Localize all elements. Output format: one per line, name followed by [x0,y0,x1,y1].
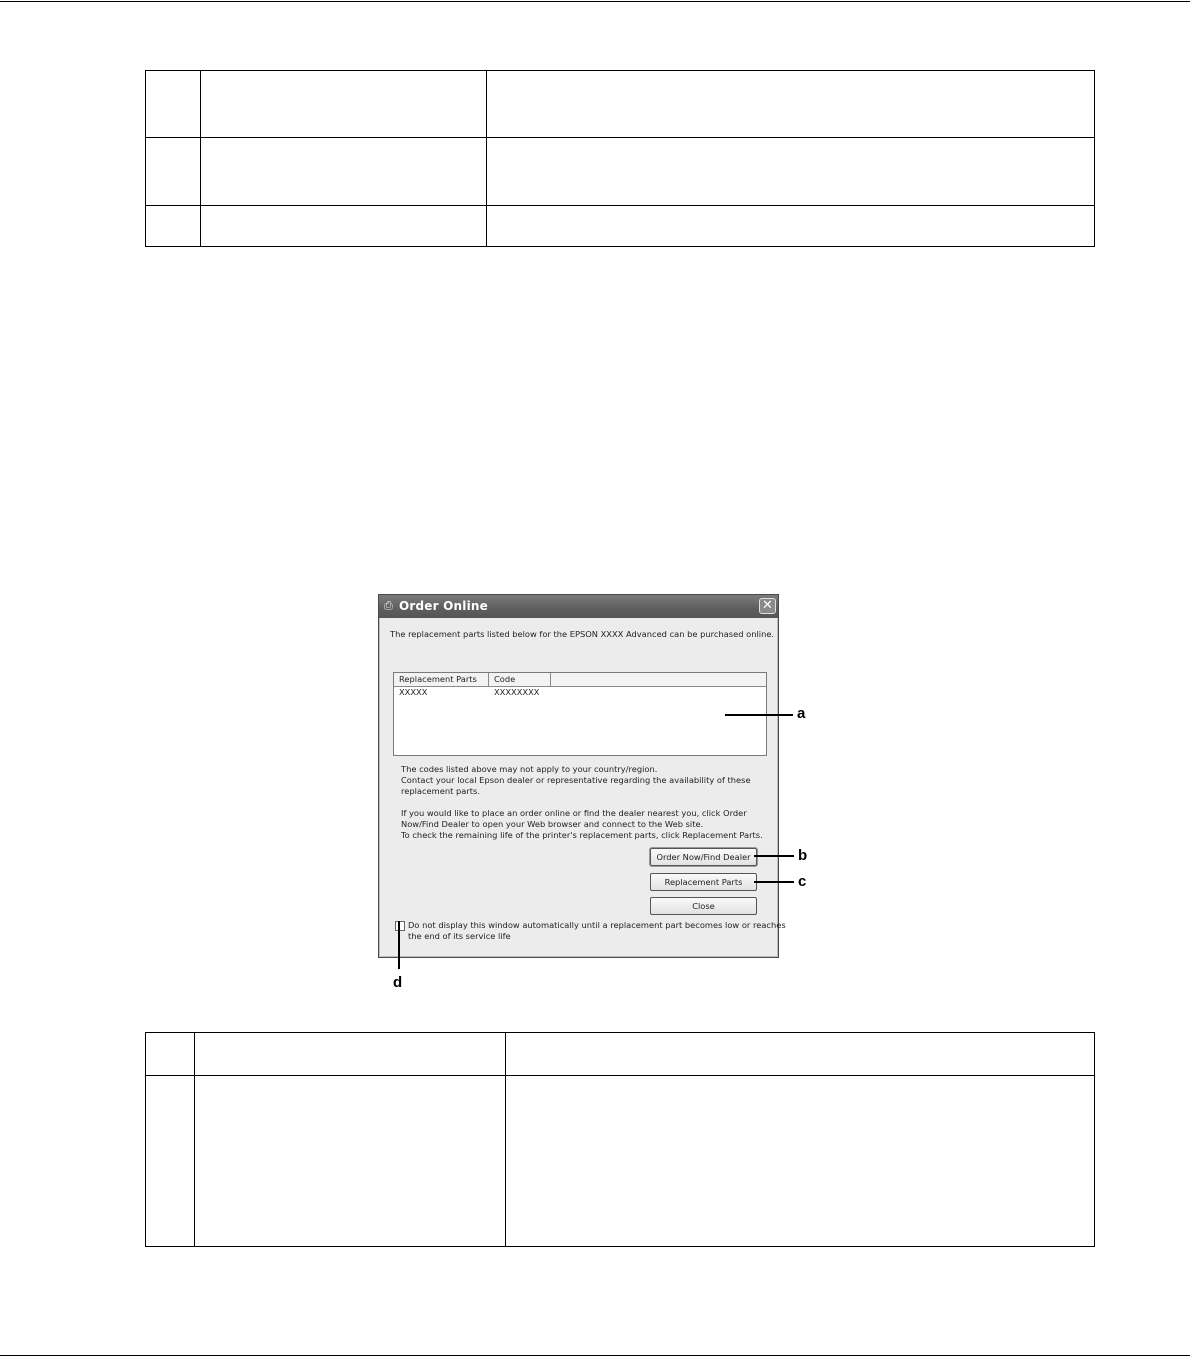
order-online-dialog [378,594,786,958]
table-cell [195,1033,506,1076]
list-header [394,673,766,687]
close-button[interactable]: Close [650,897,757,915]
table-cell [146,138,201,206]
column-header-code[interactable]: Code [489,673,551,686]
callout-line-c [754,881,794,883]
column-header-parts[interactable]: Replacement Parts [394,673,489,686]
table-cell [201,138,487,206]
table-cell [201,206,487,247]
table-row [146,1033,1095,1076]
table-cell [487,206,1095,247]
top-table [145,70,1095,247]
replacement-parts-list[interactable] [393,672,767,756]
table-cell [146,71,201,138]
notice-line: Contact your local Epson dealer or representative regarding the availability of these [401,775,751,785]
checkbox-label-line[interactable]: the end of its service life [408,931,511,941]
dialog-title: Order Online [399,599,488,613]
table-row [146,206,1095,247]
table-cell [487,71,1095,138]
top-page-rule [0,1,1190,2]
table-cell [146,1033,195,1076]
table-cell [506,1033,1095,1076]
callout-line-d [398,921,400,969]
table-row [146,71,1095,138]
close-icon[interactable]: ✕ [759,598,776,614]
instruction-line: Now/Find Dealer to open your Web browser and connect to the Web site. [401,819,704,829]
callout-line-a [725,714,793,716]
table-row [146,138,1095,206]
table-row [146,1076,1095,1247]
callout-label-b: b [798,847,808,864]
table-cell [195,1076,506,1247]
callout-label-d: d [393,974,403,991]
table-cell [146,206,201,247]
notice-line: replacement parts. [401,786,480,796]
callout-label-a: a [797,705,806,722]
do-not-display-checkbox[interactable] [395,921,405,931]
table-cell [146,1076,195,1247]
part-code: XXXXXXXX [494,687,540,697]
table-cell [487,138,1095,206]
bottom-page-rule [0,1355,1190,1356]
callout-line-b [754,855,794,857]
order-now-find-dealer-button[interactable]: Order Now/Find Dealer [650,848,757,866]
table-cell [201,71,487,138]
instruction-line: To check the remaining life of the printer's replacement parts, click Replacement Parts. [401,830,763,840]
bottom-table [145,1032,1095,1247]
dialog-titlebar[interactable] [379,595,778,618]
replacement-parts-button[interactable]: Replacement Parts [650,873,757,891]
notice-line: The codes listed above may not apply to your country/region. [401,764,658,774]
callout-label-c: c [798,873,807,890]
instruction-line: If you would like to place an order online or find the dealer nearest you, click Order [401,808,747,818]
intro-text: The replacement parts listed below for the EPSON XXXX Advanced can be purchased online. [390,629,775,639]
part-name: XXXXX [399,687,428,697]
table-cell [506,1076,1095,1247]
printer-icon: ⎙ [384,600,393,612]
checkbox-label-line[interactable]: Do not display this window automatically until a replacement part becomes low or reaches [408,920,786,930]
